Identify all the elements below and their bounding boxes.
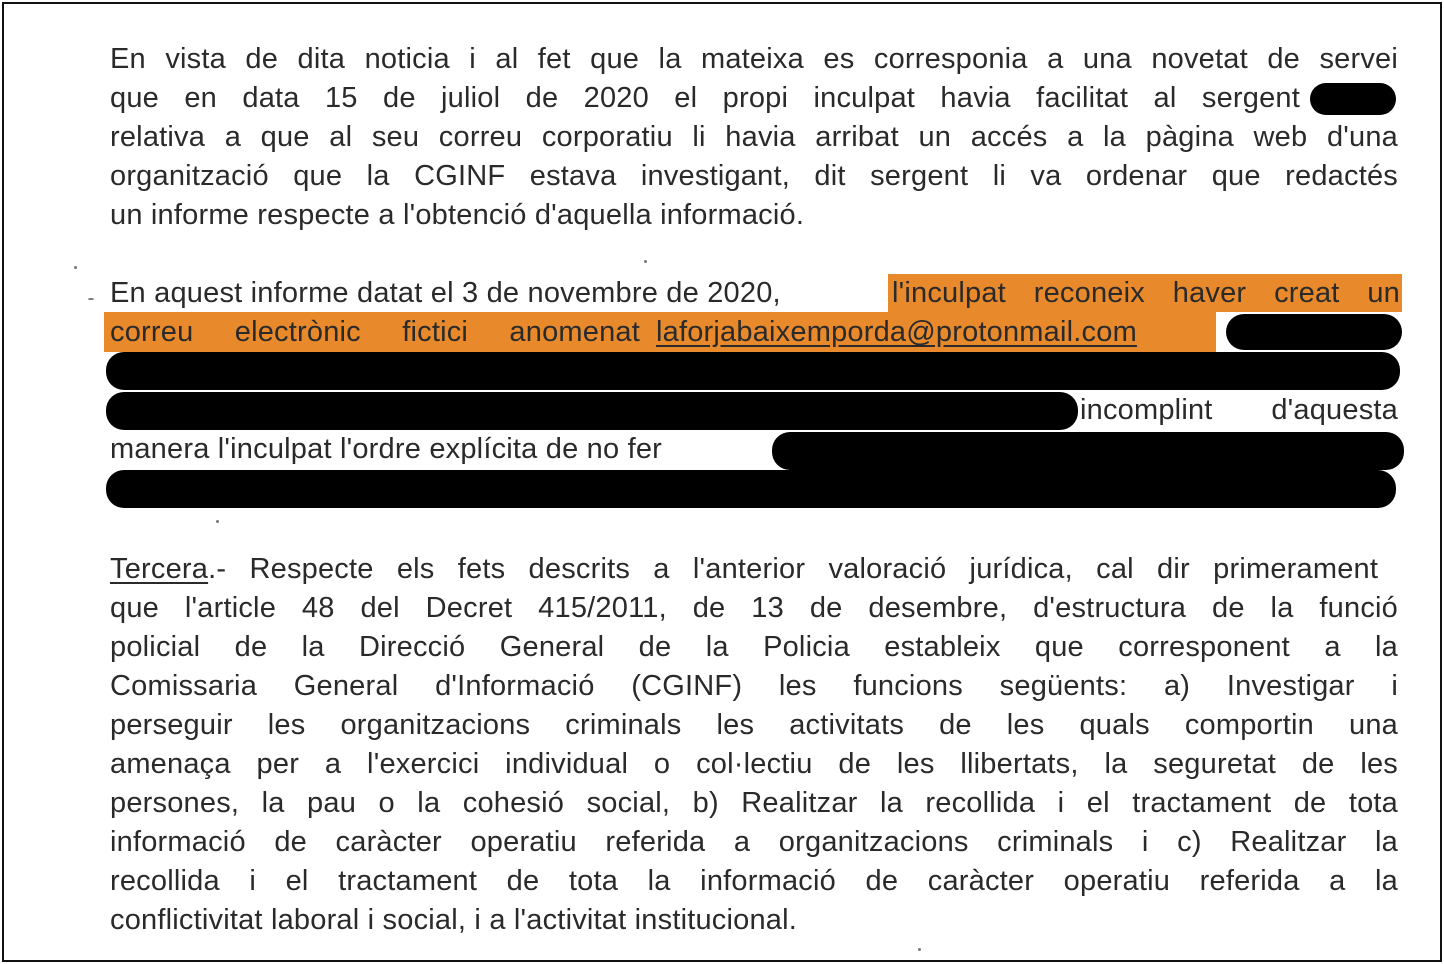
scan-speck <box>74 266 77 269</box>
document-page <box>2 2 1442 962</box>
paragraph-3-line: policial de la Direcció General de la Policia estableix que corresponent a la <box>110 631 1398 663</box>
paragraph-1-line: relativa a que al seu correu corporatiu li havia arribat un accés a la pàgina web d'una <box>110 121 1398 153</box>
scan-speck <box>216 520 219 523</box>
redaction-block <box>1226 314 1402 350</box>
redaction-block <box>106 470 1396 508</box>
paragraph-3-line: conflictivitat laboral i social, i a l'activitat institucional. <box>110 904 798 936</box>
scan-speck <box>918 948 921 951</box>
paragraph-3-line <box>110 550 1398 589</box>
paragraph-3-line: amenaça per a l'exercici individual o col·lectiu de les llibertats, la seguretat de les <box>110 748 1398 780</box>
redaction-block <box>106 392 1078 430</box>
redaction-block <box>772 432 1404 470</box>
paragraph-2 <box>110 274 1398 508</box>
highlighted-text: correu electrònic fictici anomenat <box>110 316 640 348</box>
redaction-block <box>1310 83 1396 115</box>
paragraph-3-line: recollida i el tractament de tota la informació de caràcter operatiu referida a la <box>110 865 1398 897</box>
paragraph-3 <box>110 550 1398 940</box>
paragraph-2-text: manera l'inculpat l'ordre explícita de no fer <box>110 433 663 465</box>
paragraph-2-line <box>110 274 1398 313</box>
paragraph-1-line: En vista de dita noticia i al fet que la mateixa es corresponia a una novetat de servei <box>110 43 1398 75</box>
paragraph-3-line: Comissaria General d'Informació (CGINF) les funcions següents: a) Investigar i <box>110 670 1398 702</box>
paragraph-2-text: En aquest informe datat el 3 de novembre de 2020, <box>110 277 781 309</box>
paragraph-2-text: incomplint d'aquesta <box>1080 394 1398 426</box>
paragraph-3-line: persones, la pau o la cohesió social, b) Realitzar la recollida i el tractament de tota <box>110 787 1398 819</box>
paragraph-3-line: informació de caràcter operatiu referida a organitzacions criminals i c) Realitzar la <box>110 826 1398 858</box>
paragraph-2-line <box>110 313 1398 352</box>
paragraph-3-line: perseguir les organitzacions criminals les activitats de les quals comportin una <box>110 709 1398 741</box>
scan-speck <box>644 260 647 263</box>
paragraph-1-line <box>110 79 1398 118</box>
highlighted-text: l'inculpat reconeix haver creat un <box>892 277 1400 309</box>
scan-speck <box>88 298 94 300</box>
redaction-block <box>106 352 1400 390</box>
email-address: laforjabaixemporda@protonmail.com <box>656 316 1137 348</box>
paragraph-1-line: organització que la CGINF estava investigant, dit sergent li va ordenar que redactés <box>110 160 1398 192</box>
paragraph-1-line-text: que en data 15 de juliol de 2020 el propi inculpat havia facilitat al sergent <box>110 82 1300 114</box>
paragraph-1 <box>110 40 1398 235</box>
section-heading: Tercera <box>110 553 209 585</box>
paragraph-3-line: que l'article 48 del Decret 415/2011, de 13 de desembre, d'estructura de la funció <box>110 592 1398 624</box>
paragraph-1-line: un informe respecte a l'obtenció d'aquella informació. <box>110 199 805 231</box>
paragraph-3-text: .- Respecte els fets descrits a l'anterior valoració jurídica, cal dir primerament <box>208 553 1379 585</box>
